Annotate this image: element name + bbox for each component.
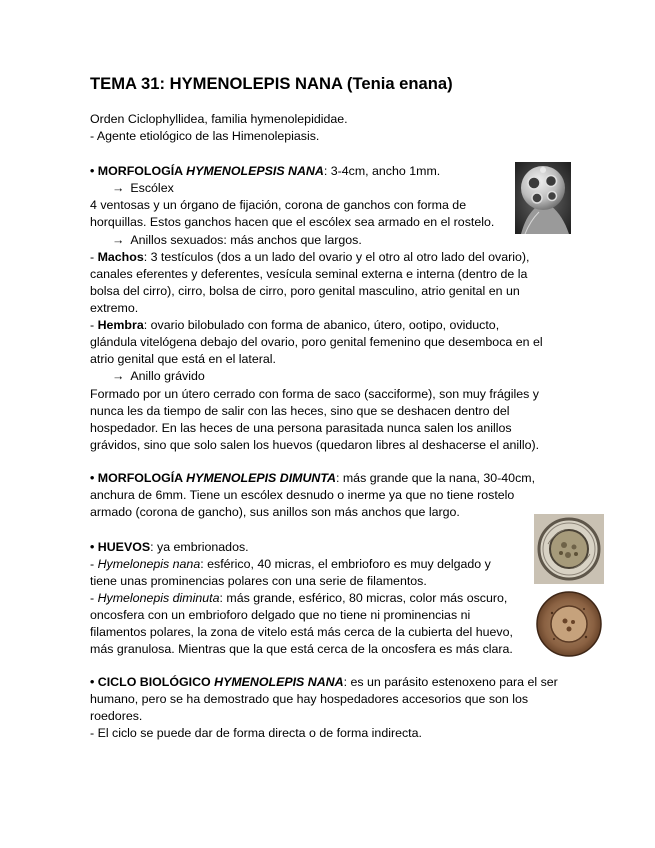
huevos-diminuta-line-1: - Hymelonepis diminuta: más grande, esférico, 80 micras, color más oscuro, bbox=[90, 591, 508, 605]
section-heading-morfologia-dimunta: • MORFOLOGÍA HYMENOLEPIS DIMUNTA: más grande que la nana, 30-40cm, bbox=[90, 471, 536, 485]
huevos-nana-line-1: - Hymelonepis nana: esférico, 40 micras, el embrioforo es muy delgado y bbox=[90, 557, 491, 571]
intro-line-1: Orden Ciclophyllidea, familia hymenolepididae. bbox=[90, 112, 348, 126]
machos-line-2: canales eferentes y deferentes, vesícula seminal externa e interna (dentro de la bbox=[90, 267, 528, 281]
subheading-escolex: → Escólex bbox=[112, 181, 174, 195]
egg-nana-graphic bbox=[534, 514, 604, 584]
ciclo-line-2: humano, pero se ha demostrado que hay hospedadores accesorios que son los bbox=[90, 692, 529, 706]
huevos-diminuta-line-2: oncosfera con un embrioforo delgado que no tiene ni prominencias ni bbox=[90, 608, 471, 622]
hembra-line-2: glándula vitelógena debajo del ovario, poro genital femenino que desemboca en el bbox=[90, 335, 543, 349]
gravido-line-1: Formado por un útero cerrado con forma de saco (sacciforme), son muy frágiles y bbox=[90, 387, 540, 401]
egg-diminuta-graphic bbox=[536, 591, 602, 657]
arrow-right-icon: → bbox=[112, 369, 125, 383]
subheading-anillos-sexuados: → Anillos sexuados: más anchos que largos. bbox=[112, 233, 362, 247]
section-heading-ciclo: • CICLO BIOLÓGICO HYMENOLEPIS NANA: es un parásito estenoxeno para el ser bbox=[90, 675, 558, 689]
huevos-nana-line-2: tiene unas prominencias polares con una serie de filamentos. bbox=[90, 574, 427, 588]
egg-diminuta-micrograph-image bbox=[536, 591, 602, 657]
hembra-line-1: - Hembra: ovario bilobulado con forma de abanico, útero, ootipo, oviducto, bbox=[90, 318, 500, 332]
intro-line-2: - Agente etiológico de las Himenolepiasis. bbox=[90, 129, 320, 143]
page-title: TEMA 31: HYMENOLEPIS NANA (Tenia enana) bbox=[90, 74, 453, 93]
subheading-anillo-gravido: → Anillo grávido bbox=[112, 369, 205, 383]
scolex-micrograph-graphic bbox=[515, 162, 571, 234]
huevos-diminuta-line-4: más granulosa. Mientras que la que está cerca de la oncosfera es más clara. bbox=[90, 642, 513, 656]
gravido-line-4: grávidos, sino que solo salen los huevos (quedaron libres al deshacerse el anillo). bbox=[90, 438, 540, 452]
arrow-right-icon: → bbox=[112, 233, 125, 247]
dimunta-line-3: armado (corona de gancho), sus anillos son más anchos que largo. bbox=[90, 505, 460, 519]
section-heading-morfologia-nana: • MORFOLOGÍA HYMENOLEPSIS NANA: 3-4cm, ancho 1mm. bbox=[90, 164, 441, 178]
dimunta-line-2: anchura de 6mm. Tiene un escólex desnudo o inerme ya que no tiene rostelo bbox=[90, 488, 515, 502]
escolex-line-1: 4 ventosas y un órgano de fijación, corona de ganchos con forma de bbox=[90, 198, 467, 212]
machos-line-3: bolsa del cirro), cirro, bolsa de cirro, poro genital masculino, atrio genital en un bbox=[90, 284, 520, 298]
gravido-line-2: nunca les da tiempo de salir con las heces, sino que se deshacen dentro del bbox=[90, 404, 510, 418]
arrow-right-icon: → bbox=[112, 181, 125, 195]
scolex-micrograph-image bbox=[515, 162, 571, 234]
section-heading-huevos: • HUEVOS: ya embrionados. bbox=[90, 540, 249, 554]
huevos-diminuta-line-3: filamentos polares, la zona de vitelo está más cerca de la cubierta del huevo, bbox=[90, 625, 513, 639]
hembra-line-3: atrio genital que está en el lateral. bbox=[90, 352, 276, 366]
ciclo-line-3: roedores. bbox=[90, 709, 143, 723]
machos-line-1: - Machos: 3 testículos (dos a un lado del ovario y el otro al otro lado del ovario), bbox=[90, 250, 530, 264]
gravido-line-3: hospedador. En las heces de una persona parasitada nunca salen los anillos bbox=[90, 421, 512, 435]
escolex-line-2: horquillas. Estos ganchos hacen que el escólex sea armado en el rostelo. bbox=[90, 215, 495, 229]
egg-nana-micrograph-image bbox=[534, 514, 604, 584]
ciclo-line-4: - El ciclo se puede dar de forma directa o de forma indirecta. bbox=[90, 726, 422, 740]
machos-line-4: extremo. bbox=[90, 301, 139, 315]
